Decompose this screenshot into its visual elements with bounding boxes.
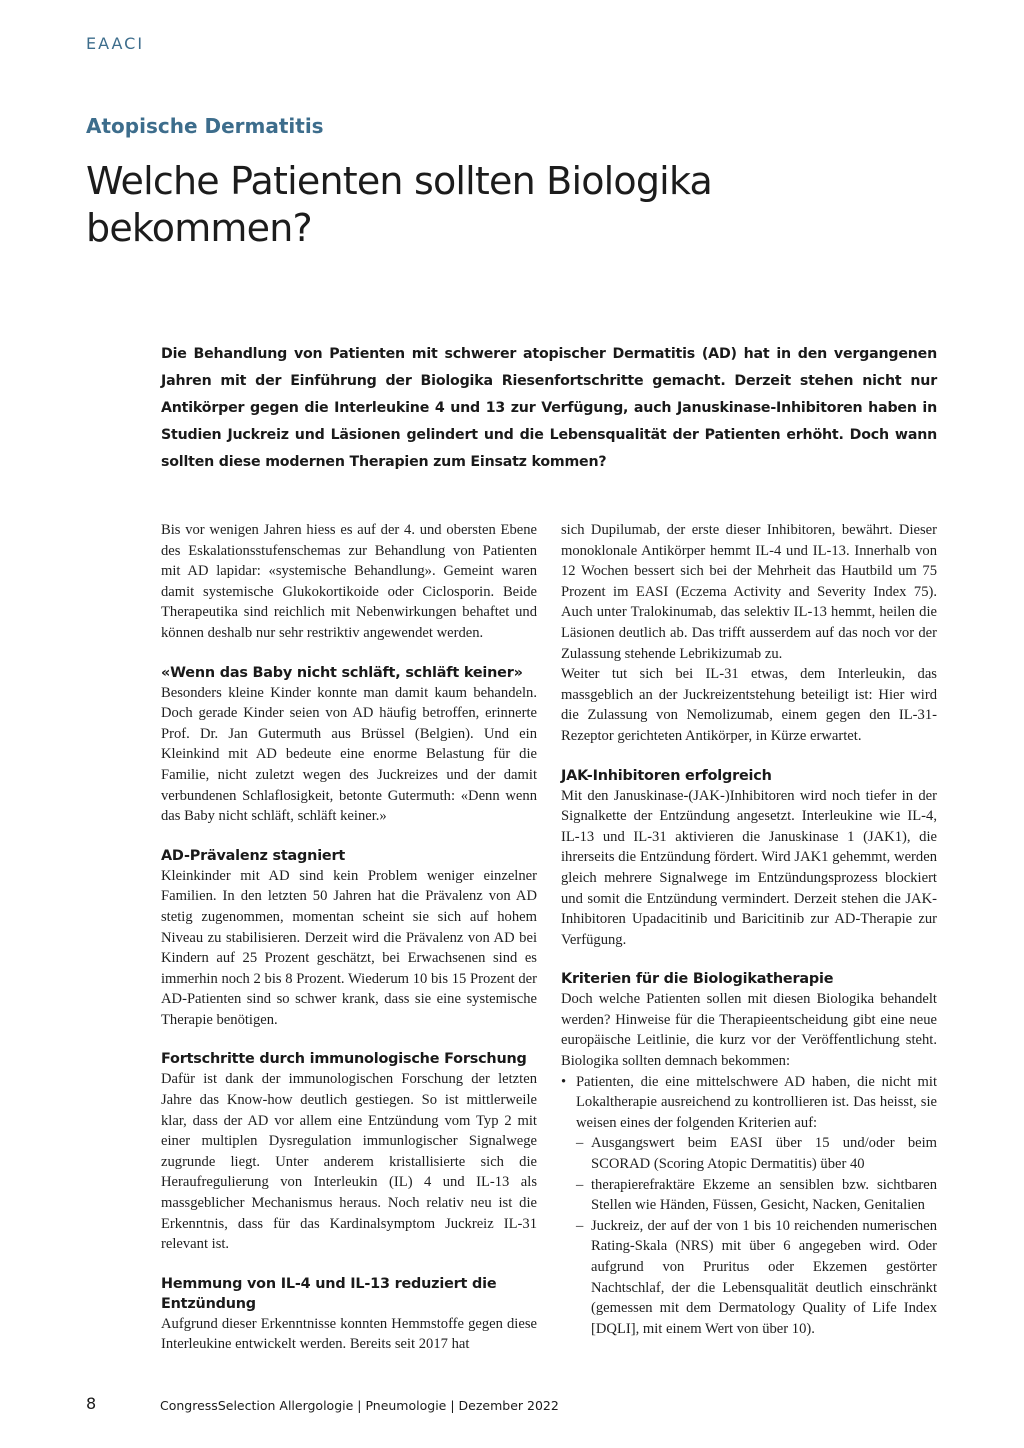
criteria-sublist — [576, 1133, 937, 1339]
list-item — [561, 1072, 937, 1340]
heading-inhibition: Hemmung von IL-4 und IL-13 reduziert die Entzündung — [161, 1275, 497, 1312]
paragraph-il31: Weiter tut sich bei IL-31 etwas, dem Interleukin, das massgeblich an der Juckreizentstehung beteiligt ist: Hier wird die Zulassung von Nemolizumab, einem gegen den IL-31-Rezeptor gerichteten Antikörper, in Kürze erwartet. — [561, 666, 937, 744]
paragraph-intro: Bis vor wenigen Jahren hiess es auf der 4. und obersten Ebene des Eskalationsstufenschemas zur Behandlung von Patienten mit AD lapidar: «systemische Behandlung». Gemeint waren damit systemische Glukokortikoide oder Ciclosporin. Beide Therapeutika sind reichlich mit Nebenwirkungen behaftet und können deshalb nur sehr restriktiv angewendet werden. — [161, 522, 537, 641]
heading-research: Fortschritte durch immunologische Forschung — [161, 1051, 527, 1068]
paragraph-research: Dafür ist dank der immunologischen Forschung der letzten Jahre das Know-how deutlich gestiegen. So ist mittlerweile klar, dass der AD vor allem eine Entzündung vom Typ 2 mit einer multiplen Dysregulation immunlogischer Signalwege zugrunde liegt. Unter anderem kristallisierte sich die Heraufregulierung von Interleukin (IL) 4 und IL-13 als massgeblicher Mechanismus heraus. Noch relativ neu ist die Erkenntnis, dass für das Kardinalsymptom Juckreiz IL-31 relevant ist. — [161, 1071, 537, 1253]
criteria-list — [561, 1072, 937, 1340]
paragraph-baby: Besonders kleine Kinder konnte man damit kaum behandeln. Doch gerade Kinder seien von AD häufig betroffen, erinnerte Prof. Dr. Jan Gutermuth aus Brüssel (Belgien). Und ein Kleinkind mit AD bedeute eine enorme Belastung für die Familie, nicht zuletzt wegen des Juckreizes und der damit verbundenen Schlaflosigkeit, betonte Gutermuth: «Denn wenn das Baby nicht schläft, schläft keiner.» — [161, 684, 537, 825]
page-number: 8 — [86, 1394, 97, 1413]
footer-publication: CongressSelection Allergologie | Pneumologie | Dezember 2022 — [160, 1398, 559, 1413]
heading-baby: «Wenn das Baby nicht schläft, schläft keiner» — [161, 664, 523, 681]
list-item: – therapierefraktäre Ekzeme an sensiblen bzw. sichtbaren Stellen wie Händen, Füssen, Gesicht, Nacken, Genitalien — [576, 1175, 937, 1216]
column-left — [161, 520, 537, 1355]
heading-criteria: Kriterien für die Biologikatherapie — [561, 971, 834, 988]
article-title: Welche Patienten sollten Biologika bekommen? — [86, 159, 712, 250]
paragraph-jak: Mit den Januskinase-(JAK-)Inhibitoren wird noch tiefer in der Signalkette der Entzündung angesetzt. Interleukine wie IL-4, IL-13 und IL-31 aktivieren die Januskinase 1 (JAK1), die ihrerseits die Entzündung fördert. Wird JAK1 gehemmt, werden gleich mehrere Signalwege im Entzündungsprozess blockiert und somit die Entzündung vermindert. Derzeit stehen die JAK-Inhibitoren Upadacitinib und Baricitinib zur AD-Therapie zur Verfügung. — [561, 787, 937, 948]
paragraph-inhibition: Aufgrund dieser Erkenntnisse konnten Hemmstoffe gegen diese Interleukine entwickelt werden. Bereits seit 2017 hat — [161, 1315, 537, 1353]
heading-prevalence: AD-Prävalenz stagniert — [161, 847, 346, 864]
list-item: – Juckreiz, der auf der von 1 bis 10 reichenden numerischen Rating-Skala (NRS) mit über 6 angegeben wird. Oder aufgrund von Pruritus oder Ekzemen gestörter Nachtschlaf, der die Lebensqualität deutlich einschränkt (gemessen mit dem Dermatology Quality of Life Index [DQLI], mit einem Wert von über 10). — [576, 1216, 937, 1340]
paragraph-criteria: Doch welche Patienten sollen mit diesen Biologika behandelt werden? Hinweise für die Therapieentscheidung gibt eine neue europäische Leitlinie, die kurz vor der Veröffentlichung steht. Biologika sollten demnach bekommen: — [561, 991, 937, 1070]
section-label: Atopische Dermatitis — [86, 114, 324, 138]
paragraph-prevalence: Kleinkinder mit AD sind kein Problem weniger einzelner Familien. In den letzten 50 Jahren hat die Prävalenz von AD stetig zugenommen, momentan scheint sie sich auf hohem Niveau zu stabilisieren. Derzeit wird die Prävalenz von AD bei Kindern auf 25 Prozent geschätzt, bei Erwachsenen sind es immerhin noch 2 bis 8 Prozent. Wiederum 10 bis 15 Prozent der AD-Patienten sind so schwer krank, dass sie eine systemische Therapie benötigen. — [161, 867, 537, 1028]
article-lead: Die Behandlung von Patienten mit schwerer atopischer Dermatitis (AD) hat in den vergangenen Jahren mit der Einführung der Biologika Riesenfortschritte gemacht. Derzeit stehen nicht nur Antikörper gegen die Interleukine 4 und 13 zur Verfügung, auch Januskinase-Inhibitoren haben in Studien Juckreiz und Läsionen gelindert und die Lebensqualität der Patienten erhöht. Doch wann sollten diese modernen Therapien zum Einsatz kommen? — [161, 346, 937, 470]
bullet-text: Patienten, die eine mittelschwere AD haben, die nicht mit Lokaltherapie ausreichend zu kontrollieren ist. Das heisst, sie weisen eines der folgenden Kriterien auf: — [576, 1073, 937, 1131]
paragraph-dupilumab: sich Dupilumab, der erste dieser Inhibitoren, bewährt. Dieser monoklonale Antikörper hemmt IL-4 und IL-13. Innerhalb von 12 Wochen bessert sich bei der Mehrheit das Hautbild um 75 Prozent im EASI (Eczema Activity and Severity Index 75). Auch unter Tralokinumab, das selektiv IL-13 hemmt, heilen die Läsionen deutlich ab. Das trifft ausserdem auf das noch vor der Zulassung stehende Lebrikizumab zu. — [561, 522, 937, 662]
list-item: – Ausgangswert beim EASI über 15 und/oder beim SCORAD (Scoring Atopic Dermatitis) über 40 — [576, 1133, 937, 1174]
heading-jak: JAK-Inhibitoren erfolgreich — [561, 767, 772, 784]
publication-kicker: EAACI — [86, 34, 145, 53]
column-right — [561, 520, 937, 1339]
